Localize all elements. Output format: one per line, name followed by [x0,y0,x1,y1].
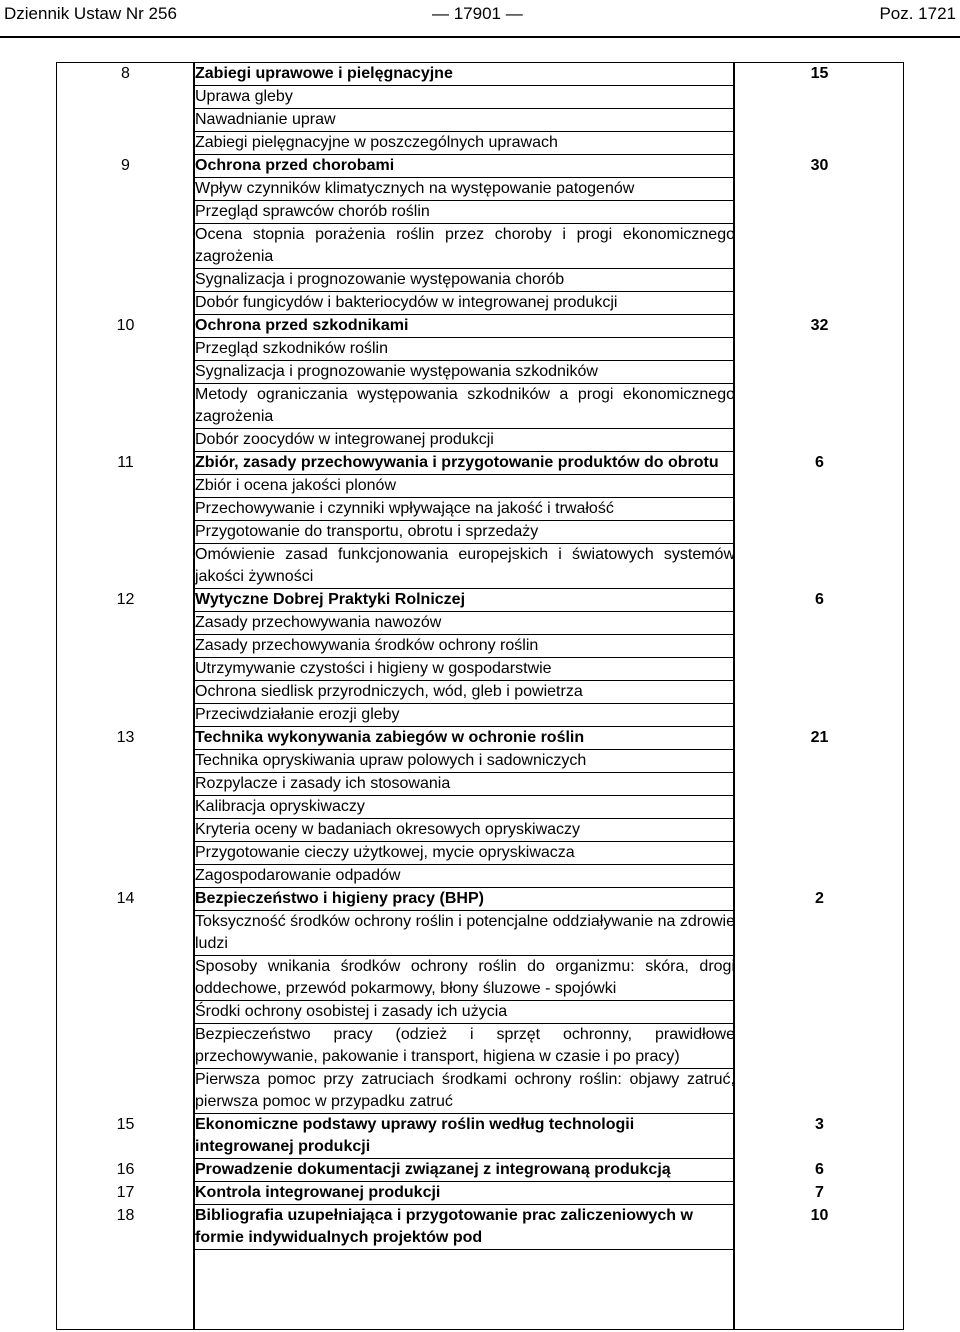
row-number: 8 [121,65,130,82]
topic-title: Zabiegi uprawowe i pielęgnacyjne [195,63,735,86]
hours-value: 6 [815,1161,824,1178]
subtopic-item: Sposoby wnikania środków ochrony roślin do organizmu: skóra, drogi oddechowe, przewód pokarmowy, błony śluzowe - spojówki [195,956,735,1001]
row-number: 18 [116,1207,135,1224]
topic-title: Bibliografia uzupełniająca i przygotowanie prac zaliczeniowych w formie indywidualnych projektów pod [195,1205,735,1250]
row-number: 9 [121,157,130,174]
topic-cell [195,727,735,888]
row-number: 17 [116,1184,135,1201]
subtopic-item: Wpływ czynników klimatycznych na występowanie patogenów [195,178,735,201]
subtopic-item: Pierwsza pomoc przy zatruciach środkami ochrony roślin: objawy zatruć, pierwsza pomoc w przypadku zatruć [195,1069,735,1114]
syllabus-table [56,63,904,1250]
journal-title: Dziennik Ustaw Nr 256 [4,4,177,23]
subtopic-item: Zbiór i ocena jakości plonów [195,475,735,498]
table-row [56,1182,904,1205]
topic-cell [195,1182,735,1205]
subtopic-item: Przegląd szkodników roślin [195,338,735,361]
topic-cell [195,315,735,452]
table-row [56,589,904,727]
subtopic-item: Uprawa gleby [195,86,735,109]
table-row [56,315,904,452]
subtopic-item: Kalibracja opryskiwaczy [195,796,735,819]
topic-cell [195,1114,735,1159]
hours-value: 15 [810,65,829,82]
topic-title: Technika wykonywania zabiegów w ochronie roślin [195,727,735,750]
topic-title: Wytyczne Dobrej Praktyki Rolniczej [195,589,735,612]
subtopic-item: Środki ochrony osobistej i zasady ich użycia [195,1001,735,1024]
subtopic-item: Nawadnianie upraw [195,109,735,132]
row-number: 10 [116,317,135,334]
topic-cell [195,155,735,315]
topic-cell [195,452,735,589]
subtopic-item: Rozpylacze i zasady ich stosowania [195,773,735,796]
subtopic-item: Przegląd sprawców chorób roślin [195,201,735,224]
hours-value: 10 [810,1207,829,1224]
topic-title: Ochrona przed szkodnikami [195,315,735,338]
topic-title: Zbiór, zasady przechowywania i przygotowanie produktów do obrotu [195,452,735,475]
table-row [56,1159,904,1182]
table-row [56,727,904,888]
topic-cell [195,63,735,155]
table-row [56,155,904,315]
subtopic-item: Utrzymywanie czystości i higieny w gospodarstwie [195,658,735,681]
row-number: 16 [116,1161,135,1178]
subtopic-item: Technika opryskiwania upraw polowych i sadowniczych [195,750,735,773]
table-row [56,1114,904,1159]
subtopic-item: Zagospodarowanie odpadów [195,865,735,888]
subtopic-item: Dobór zoocydów w integrowanej produkcji [195,429,735,452]
subtopic-item: Ocena stopnia porażenia roślin przez choroby i progi ekonomicznego zagrożenia [195,224,735,269]
subtopic-item: Kryteria oceny w badaniach okresowych opryskiwaczy [195,819,735,842]
topic-title: Ochrona przed chorobami [195,155,735,178]
topic-title: Bezpieczeństwo i higieny pracy (BHP) [195,888,735,911]
hours-value: 2 [815,890,824,907]
topic-cell [195,589,735,727]
subtopic-item: Omówienie zasad funkcjonowania europejskich i światowych systemów jakości żywności [195,544,735,589]
subtopic-item: Przygotowanie do transportu, obrotu i sprzedaży [195,521,735,544]
subtopic-item: Zabiegi pielęgnacyjne w poszczególnych uprawach [195,132,735,155]
hours-value: 6 [815,454,824,471]
table-row [56,1205,904,1250]
hours-value: 7 [815,1184,824,1201]
page-header [0,0,960,36]
row-number: 13 [116,729,135,746]
subtopic-item: Zasady przechowywania nawozów [195,612,735,635]
header-rule [0,36,960,38]
position-number: Poz. 1721 [879,4,956,23]
row-number: 15 [116,1116,135,1133]
topic-title: Ekonomiczne podstawy uprawy roślin według technologii integrowanej produkcji [195,1114,735,1159]
subtopic-item: Przygotowanie cieczy użytkowej, mycie opryskiwacza [195,842,735,865]
subtopic-item: Zasady przechowywania środków ochrony roślin [195,635,735,658]
row-number: 12 [116,591,135,608]
subtopic-item: Sygnalizacja i prognozowanie występowania szkodników [195,361,735,384]
topic-cell [195,1159,735,1182]
row-number: 11 [117,454,134,471]
hours-value: 32 [810,317,829,334]
topic-cell [195,1205,735,1250]
hours-value: 6 [815,591,824,608]
table-row [56,452,904,589]
topic-cell [195,888,735,1114]
page-number: — 17901 — [432,4,523,23]
table-row [56,888,904,1114]
subtopic-item: Bezpieczeństwo pracy (odzież i sprzęt ochronny, prawidłowe przechowywanie, pakowanie i transport, higiena w czasie i po pracy) [195,1024,735,1069]
subtopic-item: Przechowywanie i czynniki wpływające na jakość i trwałość [195,498,735,521]
topic-title: Prowadzenie dokumentacji związanej z integrowaną produkcją [195,1159,735,1182]
hours-value: 30 [810,157,829,174]
subtopic-item: Metody ograniczania występowania szkodników a progi ekonomicznego zagrożenia [195,384,735,429]
subtopic-item: Dobór fungicydów i bakteriocydów w integrowanej produkcji [195,292,735,315]
row-number: 14 [116,890,135,907]
subtopic-item: Sygnalizacja i prognozowanie występowania chorób [195,269,735,292]
topic-title: Kontrola integrowanej produkcji [195,1182,735,1205]
subtopic-item: Przeciwdziałanie erozji gleby [195,704,735,727]
subtopic-item: Ochrona siedlisk przyrodniczych, wód, gleb i powietrza [195,681,735,704]
hours-value: 3 [815,1116,824,1133]
table-row [56,63,904,155]
hours-value: 21 [810,729,829,746]
subtopic-item: Toksyczność środków ochrony roślin i potencjalne oddziaływanie na zdrowie ludzi [195,911,735,956]
